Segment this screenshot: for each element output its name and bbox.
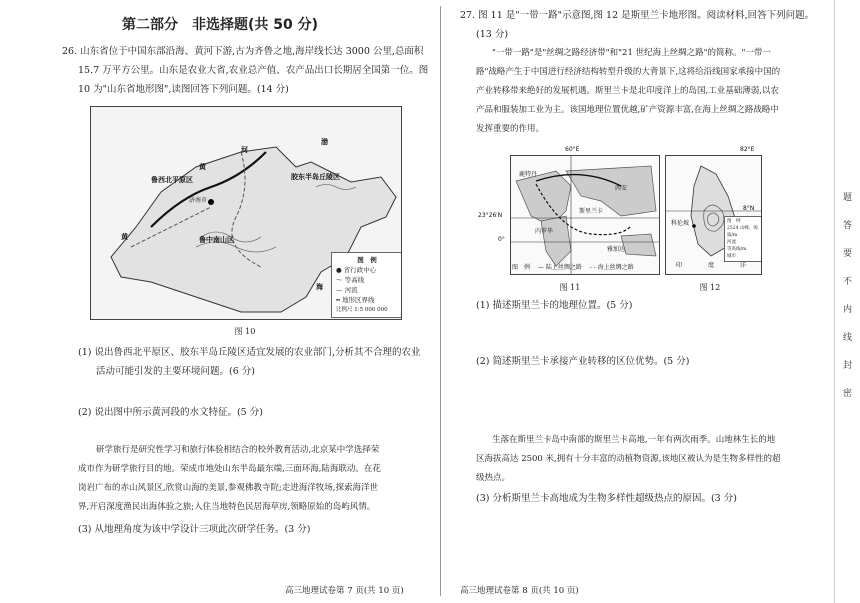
strip-char-2: 答 <box>843 221 853 231</box>
right-footer: 高三地理试卷第 8 页(共 10 页) <box>460 586 579 596</box>
label-huang-2: 黄 <box>121 233 128 241</box>
q26-3: (3) 从地理角度为该中学设计三项此次研学任务。(3 分) <box>78 524 311 535</box>
q26-line-1: 26. 山东省位于中国东部沿海、黄河下游,古为齐鲁之地,海岸线长达 3000 公里,总面积 <box>62 46 424 57</box>
q27-line-1: 27. 图 11 是"一带一路"示意图,图 12 是斯里兰卡地形图。阅读材料,回答下列问题。 <box>460 10 815 21</box>
label-yang: 洋 <box>740 262 747 269</box>
strip-char-4: 不 <box>843 277 853 287</box>
material-line-2: 路"战略产生于中国进行经济结构转型升级的大背景下,这将给沿线国家承接中国的 <box>476 67 781 77</box>
q26-line-3: 10 为"山东省地形图",读图回答下列问题。(14 分) <box>78 84 289 95</box>
lat-8n: 8°N <box>743 205 755 212</box>
map11-legend-land: 陆上丝绸之路 <box>545 264 582 271</box>
para-line-3: 岗岩广布的赤山风景区,欣赏山海的美景,参观佛教寺院;走进海洋牧场,探索海洋世 <box>78 483 378 493</box>
material-line-1: "一带一路"是"丝绸之路经济带"和"21 世纪海上丝绸之路"的简称。"一带一 <box>492 48 771 58</box>
legend-item-river: — 河流 <box>336 286 358 294</box>
label-sri-lanka: 斯里兰卡 <box>579 208 604 215</box>
label-he: 河 <box>241 146 248 154</box>
legend-item-boundary: ━ 地形区界线 <box>336 296 375 304</box>
region-luzhongnan: 鲁中南山区 <box>199 236 234 244</box>
binding-strip <box>834 0 860 603</box>
sri-lanka-map <box>665 155 762 275</box>
section-title: 第二部分 非选择题(共 50 分) <box>121 17 319 33</box>
map10-legend <box>331 252 402 318</box>
shandong-terrain-map <box>90 106 402 320</box>
strip-char-5: 内 <box>843 305 853 315</box>
para-line-2: 成市作为研学旅行目的地。荣成市地处山东半岛最东端,三面环海,陆海联动。在花 <box>78 464 381 474</box>
label-yin: 印 <box>676 262 683 269</box>
q27-1: (1) 描述斯里兰卡的地理位置。(5 分) <box>476 300 633 311</box>
map12-legend-peak: 2524 山峰、海拔/m <box>727 226 758 238</box>
city-jinan: 济南市 <box>189 197 208 204</box>
right-page <box>440 0 835 603</box>
map12-legend <box>724 216 762 262</box>
lat-equator: 0° <box>498 236 505 243</box>
para2-line-2: 区海拔高达 2500 米,拥有十分丰富的动植物资源,该地区被认为是生物多样性的超 <box>476 454 781 464</box>
label-bo: 渤 <box>321 138 328 146</box>
strip-char-6: 线 <box>843 333 853 343</box>
fig11-caption: 图 11 <box>559 283 581 292</box>
label-huang: 黄 <box>199 163 206 171</box>
para2-line-3: 级热点。 <box>476 473 511 483</box>
map12-legend-title: 图 例 <box>727 219 741 224</box>
map11-legend-title: 图 例 <box>512 264 531 271</box>
map11-legend: 图 例 — 陆上丝绸之路 - - 海上丝绸之路 <box>512 264 634 271</box>
material-line-4: 产品和服装加工业为主。该国地理位置优越,矿产资源丰富,在海上丝绸之路战略中 <box>476 105 779 115</box>
lat-tropic: 23°26′N <box>478 212 503 219</box>
q27-3: (3) 分析斯里兰卡高地成为生物多样性超级热点的原因。(3 分) <box>476 493 737 504</box>
legend-item-capital: ● 省行政中心 <box>336 266 377 274</box>
city-jakarta: 雅加达 <box>607 246 626 253</box>
para2-line-1: 生落在斯里兰卡岛中南部的斯里兰卡高地,一年有两次雨季。山地林生长的地 <box>492 435 776 445</box>
city-xian: 西安 <box>615 185 628 192</box>
fig10-caption: 图 10 <box>234 327 256 336</box>
fig12-caption: 图 12 <box>699 283 721 292</box>
lon-60e: 60°E <box>565 146 580 153</box>
city-rotterdam: 鹿特丹 <box>519 171 538 178</box>
belt-road-map <box>510 155 660 275</box>
map-scale: 比例尺 1:5 000 000 <box>336 307 388 313</box>
q26-1-line-1: (1) 说出鲁西北平原区、胶东半岛丘陵区适宜发展的农业部门,分析其不合理的农业 <box>78 347 421 358</box>
region-luxibei: 鲁西北平原区 <box>151 176 193 184</box>
city-colombo: 科伦坡 <box>671 220 690 227</box>
legend-item-contour: ～ 等高线 <box>336 276 365 284</box>
q26-1-line-2: 活动可能引发的主要环境问题。(6 分) <box>96 366 255 377</box>
lon-82e: 82°E <box>740 146 755 153</box>
region-jiaodong: 胶东半岛丘陵区 <box>291 173 340 181</box>
q27-2: (2) 简述斯里兰卡承接产业转移的区位优势。(5 分) <box>476 356 690 367</box>
strip-char-1: 题 <box>843 193 853 203</box>
label-du: 度 <box>708 262 715 269</box>
q26-2: (2) 说出图中所示黄河段的水文特征。(5 分) <box>78 407 263 418</box>
para-line-4: 界,开启深度渔民出海体验之旅;入住当地特色民居海草房,领略原始的岛屿风情。 <box>78 502 376 512</box>
strip-char-7: 封 <box>843 361 853 371</box>
strip-char-8: 密 <box>843 389 853 399</box>
legend-title: 图 例 <box>357 256 377 264</box>
map12-legend-contour: 等高线/m <box>727 247 747 252</box>
city-nairobi: 内罗毕 <box>535 228 554 235</box>
map12-legend-city: 城市 <box>727 254 736 259</box>
strip-char-3: 要 <box>843 249 853 259</box>
map12-legend-river: 河流 <box>727 240 736 245</box>
material-line-5: 发挥重要的作用。 <box>476 124 545 134</box>
left-footer: 高三地理试卷第 7 页(共 10 页) <box>285 586 404 596</box>
q27-line-2: (13 分) <box>476 29 509 40</box>
label-hai: 海 <box>316 283 323 291</box>
map11-legend-sea: 海上丝绸之路 <box>597 264 634 271</box>
para-line-1: 研学旅行是研究性学习和旅行体验相结合的校外教育活动,北京某中学选择荣 <box>96 445 380 455</box>
q26-line-2: 15.7 万平方公里。山东是农业大省,农业总产值、农产品出口长期居全国第一位。图 <box>78 65 429 76</box>
material-line-3: 产业转移带来绝好的发展机遇。斯里兰卡是北印度洋上的岛国,工业基础薄弱,以农 <box>476 86 779 96</box>
